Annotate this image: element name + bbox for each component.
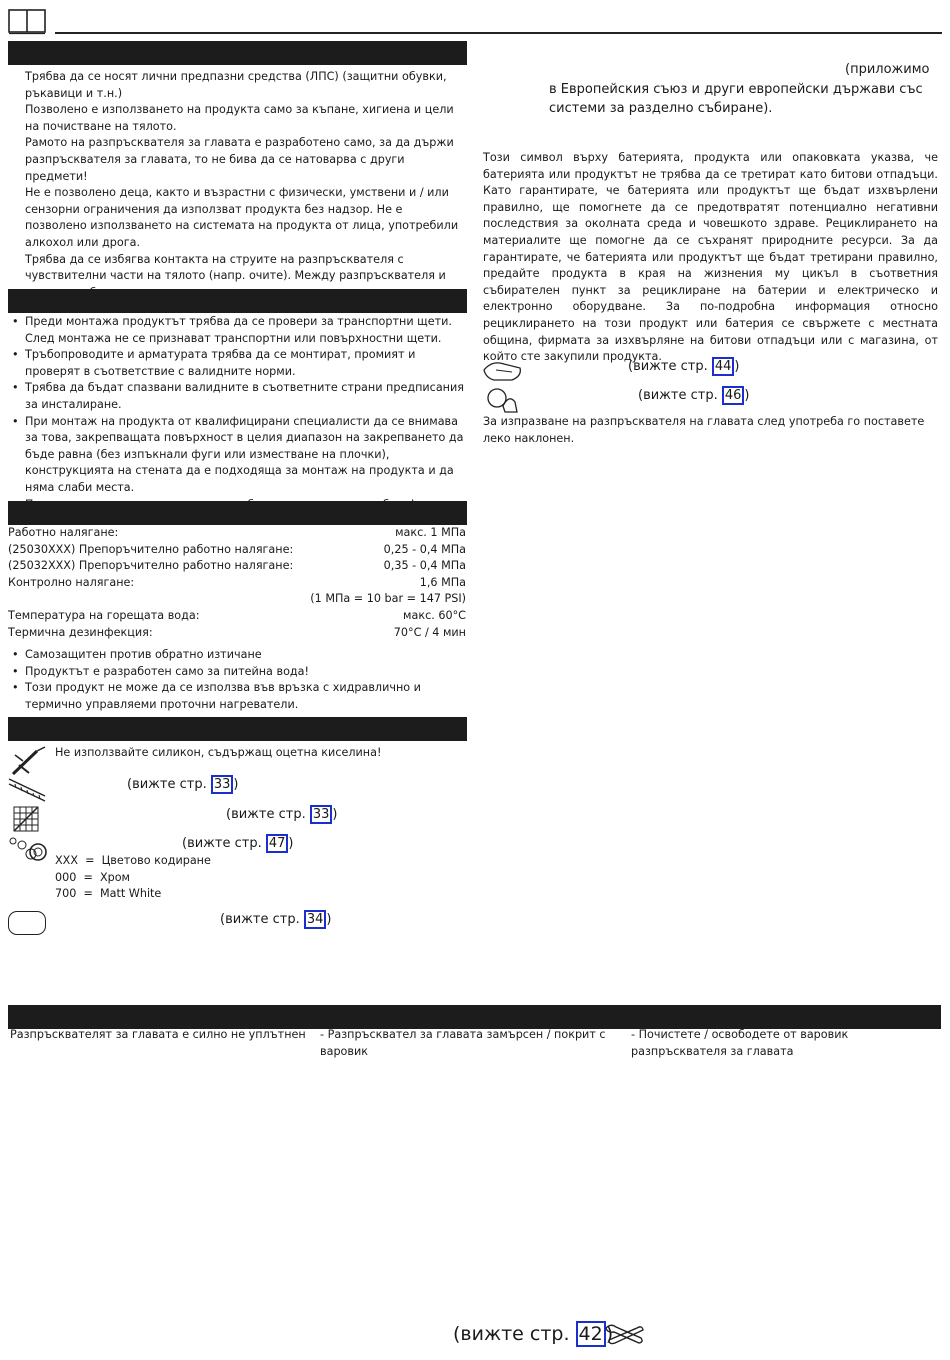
safety-line: Позволено е използването на продукта само за къпане, хигиена и цели на почистване на тялото.: [25, 103, 454, 133]
tech-value: 70°C / 4 мин: [393, 625, 466, 639]
spare-parts-icon: [8, 835, 48, 866]
section-bar-mounting: [8, 289, 467, 313]
hand-cleaning-icon: [482, 356, 524, 387]
ref-prefix: (вижте стр.: [127, 777, 211, 792]
list-item: • Трябва да бъдат спазвани валидните в съответните страни предписания за инсталиране.: [8, 380, 465, 413]
safety-line: Трябва да се избягва контакта на струите на разпръсквателя с чувствителни части на тялото (напр. очите). Между разпръсквателя и: [25, 252, 446, 283]
tech-value: 0,25 - 0,4 MПa: [383, 542, 466, 556]
ref-suffix: ): [332, 807, 338, 822]
list-item: • Тръбопроводите и арматурата трябва да се монтират, промият и проверят в съответствие с валидните норми.: [8, 347, 465, 380]
silicone-gun-icon: [9, 745, 49, 780]
ref-page-link[interactable]: 44: [712, 357, 735, 376]
color-codes: [55, 853, 211, 903]
tools-icon: [603, 1322, 645, 1349]
cleaning-symbol-icon: [8, 911, 46, 935]
table-row: [8, 525, 466, 542]
tech-label: Работно налягане:: [8, 526, 119, 539]
disposal-heading-1: (приложимо: [845, 62, 930, 77]
list-item: • Този продукт не може да се използва във връзка с хидравлично и термично управляеми проточни нагреватели.: [8, 680, 465, 713]
ref-page-link[interactable]: 33: [211, 775, 234, 794]
page-ref-47[interactable]: [182, 834, 293, 853]
section-bar-safety: [8, 41, 467, 65]
color-code-line: 000 = Хром: [55, 870, 131, 884]
ref-page-link[interactable]: 47: [266, 834, 289, 853]
tech-label: Температура на горещата вода:: [8, 608, 200, 622]
tech-value: макс. 60°C: [403, 608, 466, 622]
drain-text: За изпразване на разпръсквателя на главата след употреба го поставете леко наклонен.: [483, 415, 925, 445]
ref-suffix: ): [744, 388, 750, 403]
disposal-heading-3: системи за разделно събиране).: [549, 101, 773, 116]
tech-value: 0,35 - 0,4 MПa: [383, 559, 466, 573]
page-ref-33-b[interactable]: [226, 805, 337, 824]
list-item: • Самозащитен против обратно изтичане: [8, 647, 465, 664]
safety-line: Трябва да се носят лични предпазни средства (ЛПС) (защитни обувки, ръкавици и т.н.): [25, 70, 447, 100]
color-code-line: 700 = Matt White: [55, 887, 162, 901]
ref-prefix: (вижте стр.: [226, 807, 310, 822]
tech-label: Термична дезинфекция:: [8, 625, 153, 639]
book-icon: [8, 9, 46, 35]
trouble-problem: Разпръсквателят за главата е силно не уплътнен: [10, 1028, 306, 1041]
tech-value: (1 MПa = 10 bar = 147 PSI): [310, 592, 466, 606]
list-item: • Преди монтажа продуктът трябва да се провери за транспортни щети. След монтажа не се признават транспортни или повърхностни щети.: [8, 314, 465, 347]
table-row: [8, 542, 466, 559]
ref-prefix: (вижте стр.: [638, 388, 722, 403]
silicone-warning: Не използвайте силикон, съдържащ оцетна киселина!: [55, 746, 382, 759]
ref-page-link[interactable]: 42: [576, 1321, 606, 1347]
tech-label: Контролно налягане:: [8, 575, 135, 589]
page-ref-34[interactable]: [220, 910, 331, 929]
section-bar-trouble: [8, 1005, 941, 1029]
ref-prefix: (вижте стр.: [453, 1323, 576, 1345]
header-rule: [55, 32, 942, 34]
table-row: [8, 625, 466, 642]
section-bar-tech: [8, 501, 467, 525]
safety-text: [25, 69, 465, 301]
page-ref-42[interactable]: [453, 1321, 613, 1347]
ref-prefix: (вижте стр.: [220, 912, 304, 927]
tech-label: (25032XXX) Препоръчително работно налягане:: [8, 559, 294, 573]
trouble-remedy: - Почистете / освободете от варовик разпръсквателя за главата: [631, 1028, 849, 1058]
table-row: [8, 591, 466, 608]
safety-line: Рамото на разпръсквателя за главата е разработено само, за да държи разпръсквателя за главата, то не бива да се натоварва с други предмети!: [25, 136, 454, 183]
page-ref-46[interactable]: [638, 386, 749, 405]
section-bar-symbols: [8, 717, 467, 741]
ref-prefix: (вижте стр.: [182, 836, 266, 851]
tech-value: 1,6 MПa: [419, 575, 466, 589]
mounting-list: [8, 314, 465, 513]
hand-rubbing-icon: [485, 384, 519, 417]
ref-page-link[interactable]: 46: [722, 386, 745, 405]
ref-prefix: (вижте стр.: [628, 359, 712, 374]
ref-page-link[interactable]: 33: [310, 805, 333, 824]
ref-suffix: ): [288, 836, 294, 851]
ref-suffix: ): [326, 912, 332, 927]
tile-grid-icon: [13, 806, 39, 835]
ruler-icon: [7, 776, 47, 805]
tech-label: (25030XXX) Препоръчително работно налягане:: [8, 542, 294, 556]
list-item: • Продуктът е разработен само за питейна вода!: [8, 664, 465, 681]
table-row: [8, 558, 466, 575]
table-row: [8, 608, 466, 625]
ref-suffix: ): [233, 777, 239, 792]
ref-suffix: ): [605, 1323, 614, 1345]
page-ref-44[interactable]: [628, 357, 739, 376]
tech-value: макс. 1 MПa: [395, 526, 466, 539]
disposal-text: Този символ върху батерията, продукта или опаковката указва, че батерията или продуктът не трябва да се третират като битови отпадъци. Като гарантирате, че батерията или продуктът ще бъдат изхвърлени правилно, ще помогнете да се предотвратят потенциално негативни последствия за околната среда и човешкото здраве. Рециклирането на материалите ще помогне да се съхранят природните ресурси. За да гарантирате, че батерията или продуктът ще бъдат третирани правилно, предайте продукта в края на жизнения му цикъл в съответния събирателен пункт за рециклиране на батерии и електрическо и електронно оборудване. За по-подробна информация относно рециклирането на този продукт или батерия се свържете с местната община, фирмата за изхвърляне на битови отпадъци или с магазина, от който сте закупили продукта.: [483, 151, 938, 364]
table-row: [8, 575, 466, 592]
tech-table: [8, 525, 466, 641]
tech-notes: [8, 647, 465, 713]
ref-page-link[interactable]: 34: [304, 910, 327, 929]
trouble-cause: - Разпръсквател за главата замърсен / покрит с варовик: [320, 1028, 606, 1058]
page-ref-33-a[interactable]: [127, 775, 238, 794]
ref-suffix: ): [734, 359, 740, 374]
safety-line: Не е позволено деца, както и възрастни с физически, умствени и / или сензорни ограничения да използват продукта без надзор. Не е позволено използването на системата на продукта от лица, употребили алкохол или дрога.: [25, 186, 459, 249]
list-item: • При монтаж на продукта от квалифицирани специалисти да се внимава за това, закрепващата повърхност в целия диапазон на закрепването да бъде равна (без изпъкнали фуги или изместване на плочки), конструкцията на стената да е подходяща за монтаж на продукта и да няма слаби места.: [8, 414, 465, 497]
disposal-heading-2: в Европейския съюз и други европейски държави със: [549, 82, 923, 97]
color-code-line: XXX = Цветово кодиране: [55, 854, 211, 867]
